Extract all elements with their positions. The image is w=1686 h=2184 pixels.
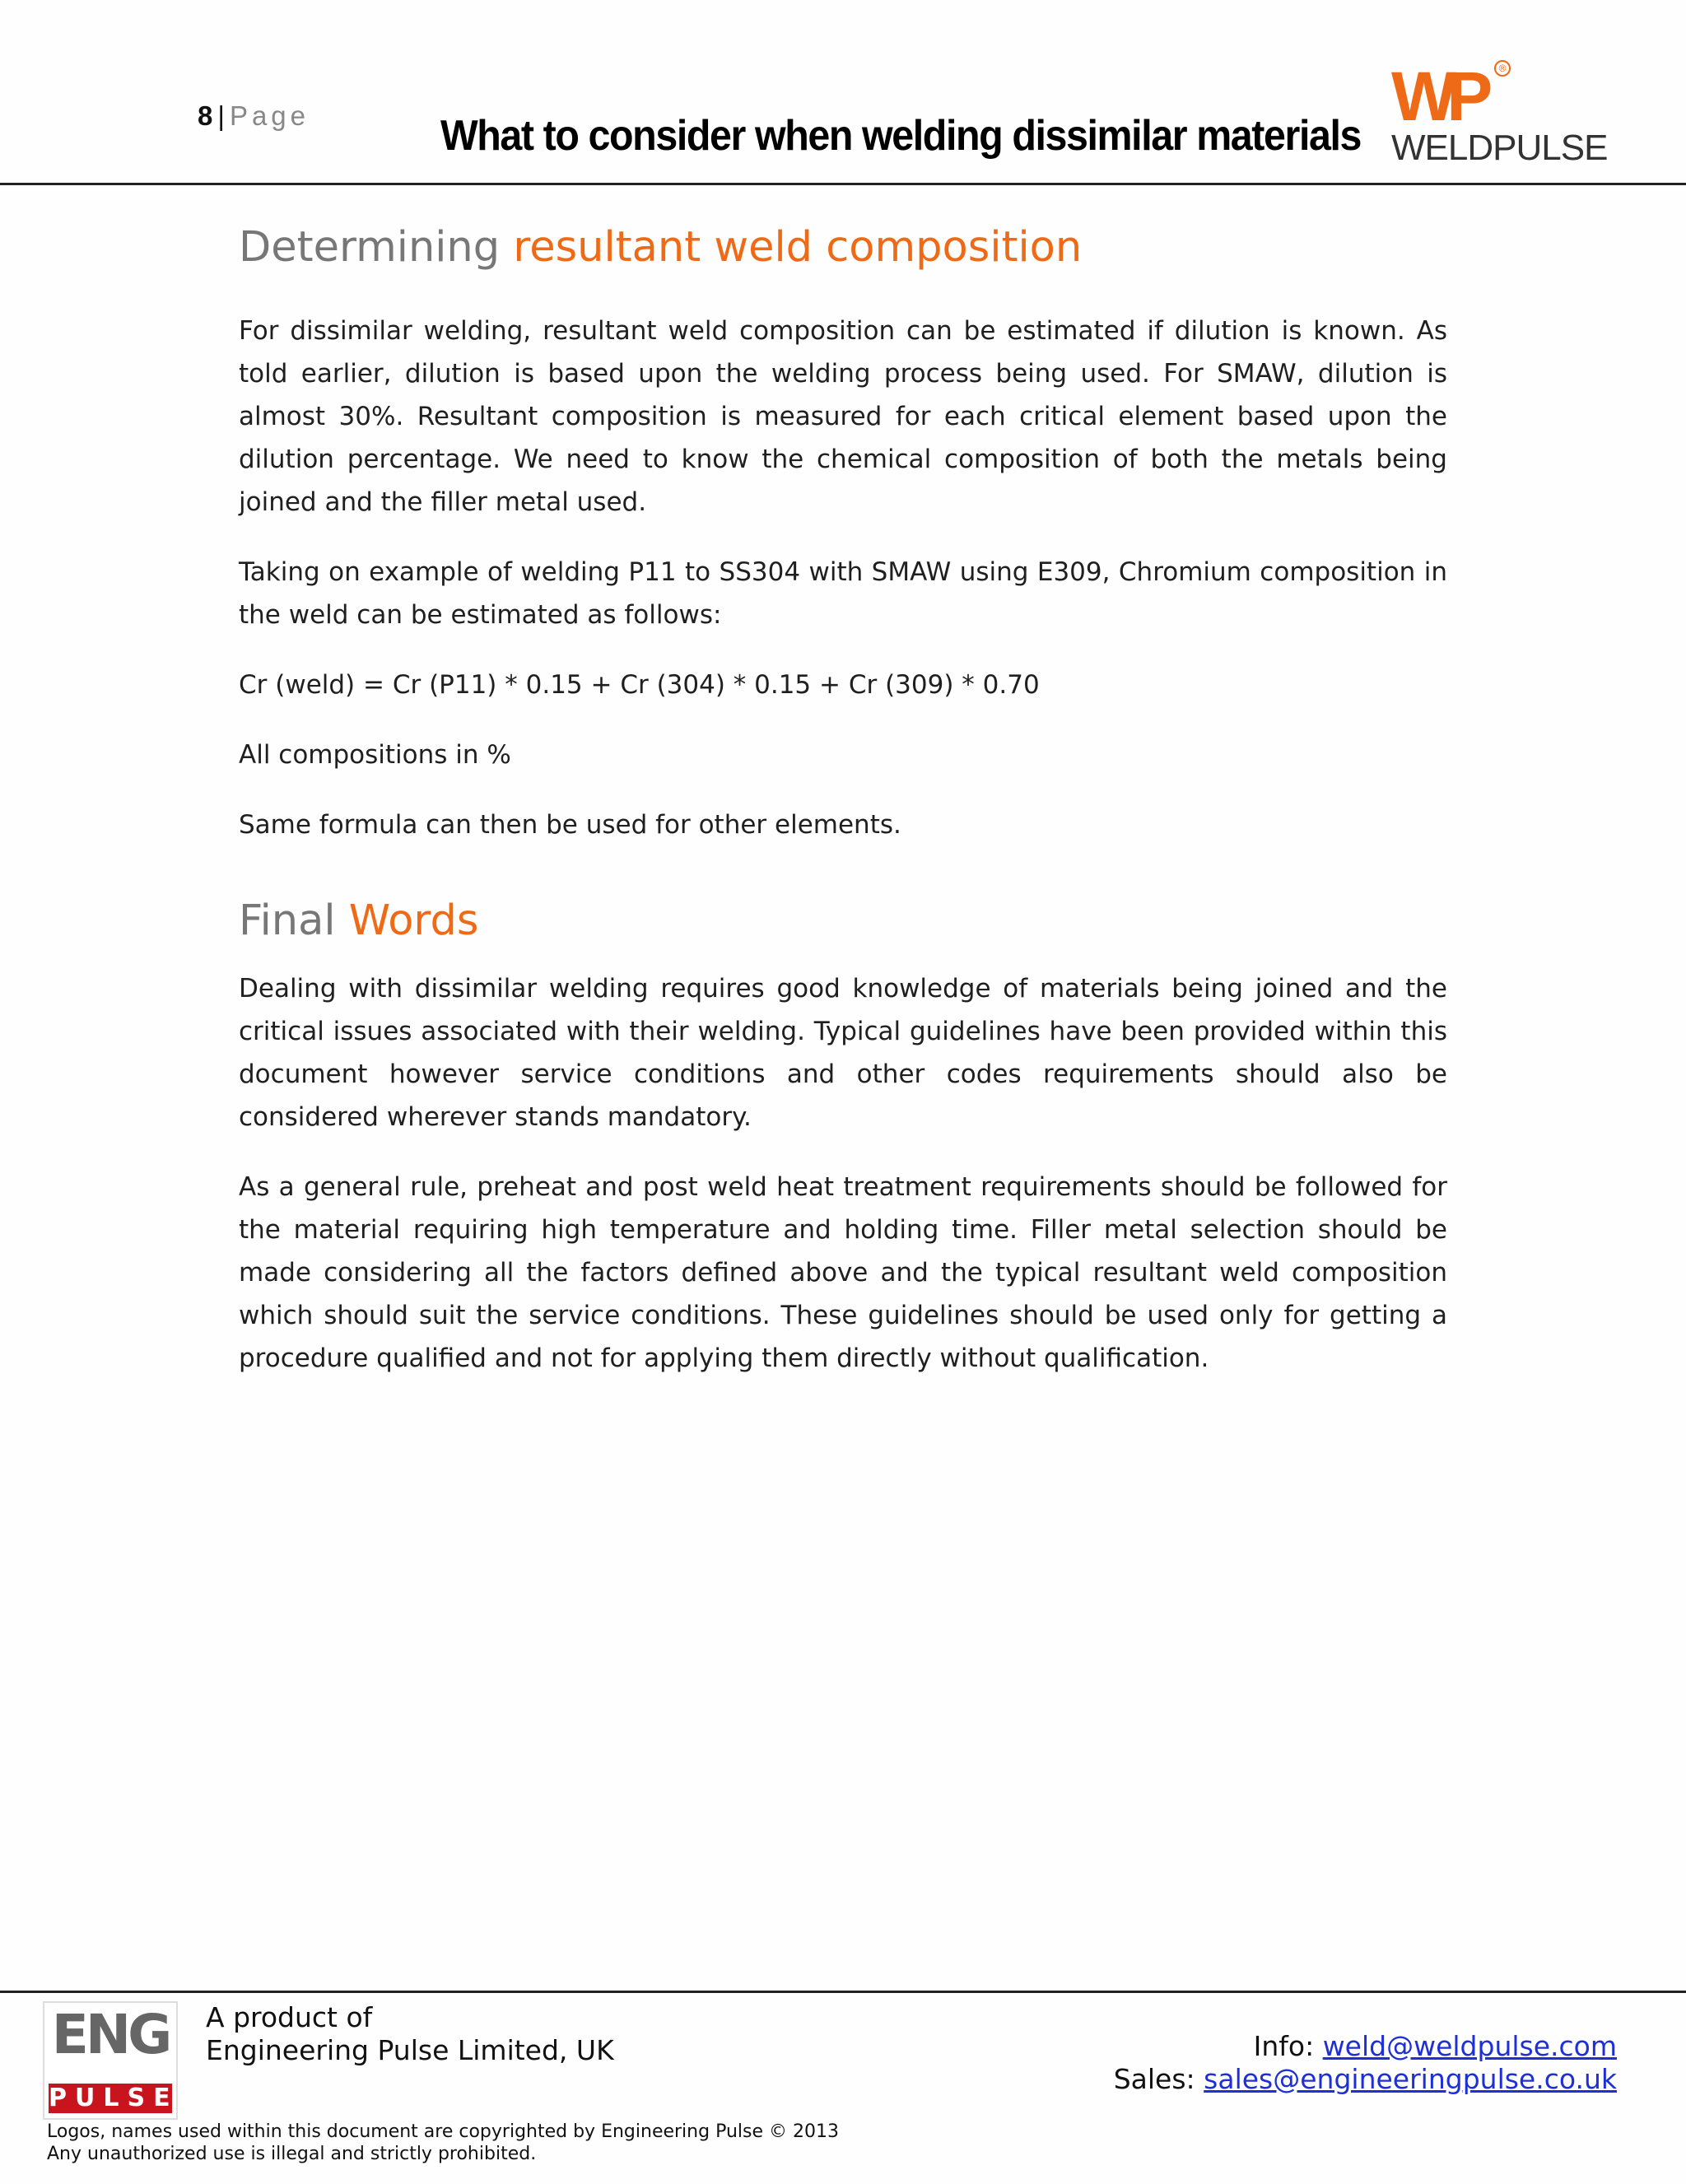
sales-email-link[interactable]: sales@engineeringpulse.co.uk [1204, 2063, 1617, 2095]
section-heading-resultant-composition: Determining resultant weld composition [239, 223, 1083, 272]
weldpulse-logo [1391, 58, 1608, 168]
contact-info [1114, 2030, 1617, 2096]
formula: Cr (weld) = Cr (P11) * 0.15 + Cr (304) * 0.15 + Cr (309) * 0.70 [239, 670, 1040, 701]
page-header [0, 0, 1686, 185]
paragraph: For dissimilar welding, resultant weld composition can be estimated if dilution is known. As told earlier, dilution is based upon the welding process being used. For SMAW, dilution is almost 30%. Resultant composition is measured for each critical element based upon the dilution percentage. We need to know the chemical composition of both the metals being joined and the filler metal used. [239, 316, 1447, 518]
product-of-text: A product of Engineering Pulse Limited, UK [206, 2001, 614, 2066]
info-email-link[interactable]: weld@weldpulse.com [1322, 2030, 1617, 2062]
paragraph: As a general rule, preheat and post weld heat treatment requirements should be followed for the material requiring high temperature and holding time. Filler metal selection should be made considering all the factors defined above and the typical resultant weld composition which should suit the service conditions. These guidelines should be used only for getting a procedure qualified and not for applying them directly without qualification. [239, 1172, 1447, 1374]
paragraph: Same formula can then be used for other elements. [239, 810, 901, 841]
registered-icon: ® [1494, 60, 1511, 77]
logo-wordmark: WELDPULSE [1391, 128, 1608, 168]
document-title: What to consider when welding dissimilar materials [440, 112, 1362, 160]
sales-label: Sales: [1113, 2063, 1204, 2095]
paragraph: Dealing with dissimilar welding requires good knowledge of materials being joined and the critical issues associated with their welding. Typical guidelines have been provided within this document however service conditions and other codes requirements should also be considered wherever stands mandatory. [239, 974, 1447, 1133]
paragraph: Taking on example of welding P11 to SS304 with SMAW using E309, Chromium composition in the weld can be estimated as follows: [239, 557, 1447, 631]
page-number: 8 | Page [198, 100, 310, 131]
page-footer [0, 1991, 1686, 2184]
info-label: Info: [1253, 2030, 1323, 2062]
engineering-pulse-logo [43, 2001, 178, 2120]
copyright-notice: Logos, names used within this document are copyrighted by Engineering Pulse © 2013 Any unauthorized use is illegal and strictly prohibited. [47, 2121, 839, 2164]
section-heading-final-words: Final Words [239, 896, 479, 946]
page-body [239, 222, 1447, 1407]
pulse-logo-banner: PULSE [49, 2084, 179, 2112]
logo-mark: WP [1391, 58, 1483, 135]
paragraph: All compositions in % [239, 740, 511, 771]
eng-logo-letters: ENG [51, 2003, 170, 2066]
